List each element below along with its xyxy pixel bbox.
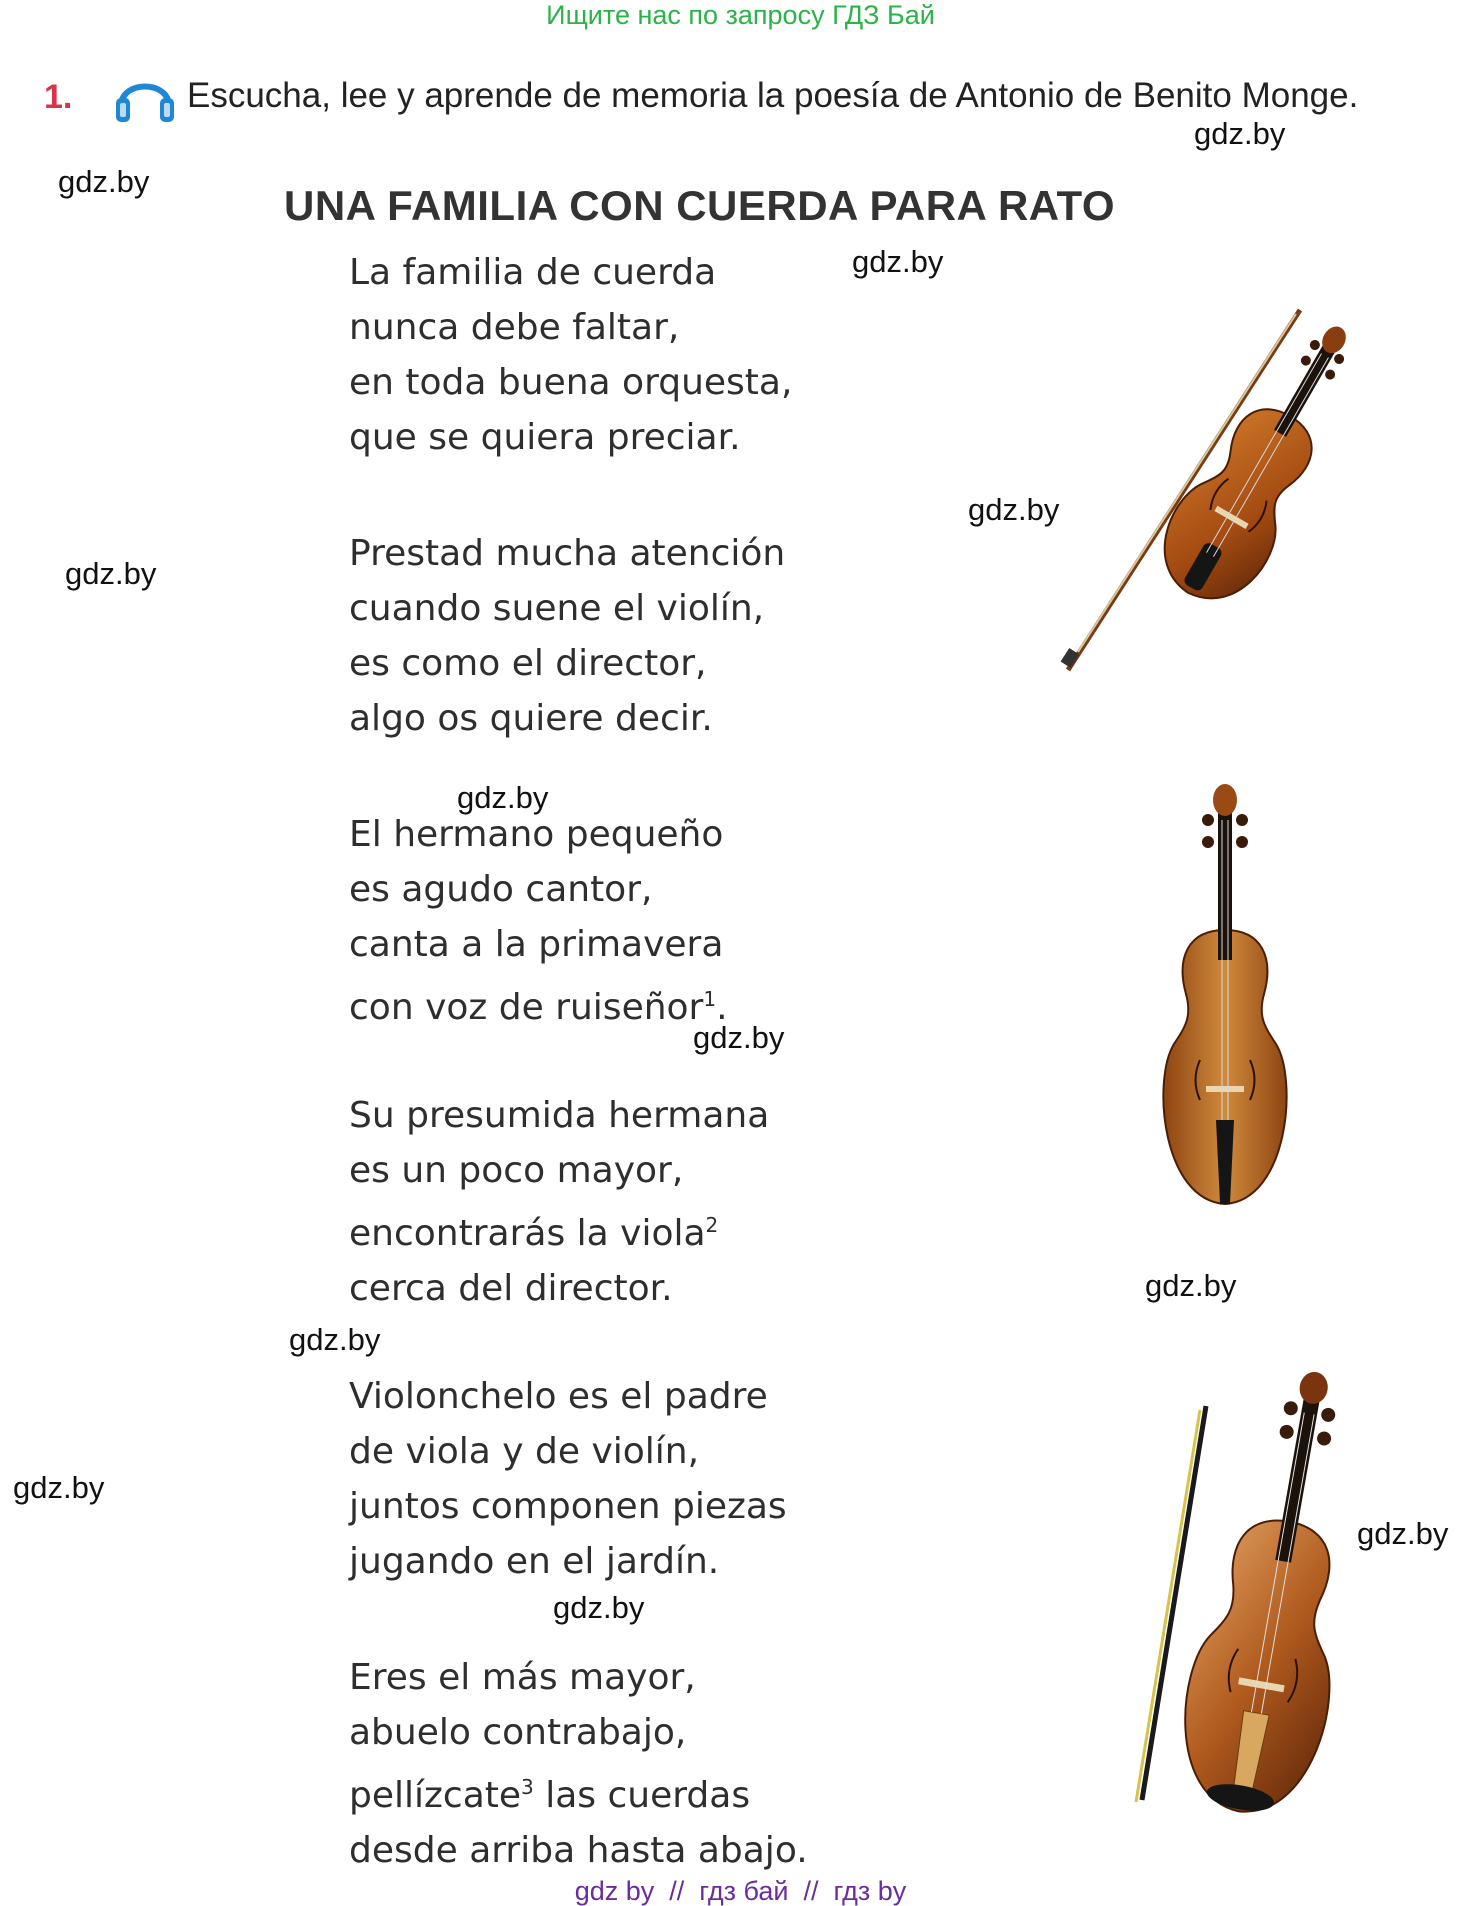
footnote-mark-3: 3	[521, 1775, 534, 1799]
stanza-5	[349, 1369, 787, 1589]
poem-line: Eres el más mayor,	[349, 1657, 696, 1698]
poem-line: cerca del director.	[349, 1268, 673, 1309]
bottom-links[interactable]: gdz by // гдз бай // гдз by	[574, 1876, 907, 1906]
watermark: gdz.by	[693, 1020, 785, 1055]
watermark: gdz.by	[289, 1322, 381, 1357]
top-banner[interactable]: Ищите нас по запросу ГДЗ Бай	[546, 0, 935, 30]
poem-line: abuelo contrabajo,	[349, 1712, 687, 1753]
poem-line: desde arriba hasta abajo.	[349, 1830, 808, 1871]
task-number: 1.	[44, 78, 73, 116]
poem-line: nunca debe faltar,	[349, 307, 680, 348]
poem-line: La familia de cuerda	[349, 252, 717, 293]
poem-line: Prestad mucha atención	[349, 533, 786, 574]
poem-line-text: encontrarás la viola	[349, 1213, 706, 1254]
watermark: gdz.by	[457, 780, 549, 815]
violin-with-bow-illustration	[1050, 300, 1380, 680]
poem-title: UNA FAMILIA CON CUERDA PARA RATO	[284, 182, 1116, 229]
stanza-1	[349, 245, 792, 465]
footnote-mark-1: 1	[703, 987, 717, 1011]
poem-line-text: con voz de ruiseñor	[349, 987, 704, 1028]
headphones-icon[interactable]	[113, 66, 177, 124]
poem-line	[349, 1198, 769, 1261]
poem-line: de viola y de violín,	[349, 1431, 700, 1472]
poem-line: juntos componen piezas	[349, 1486, 787, 1527]
poem-line: que se quiera preciar.	[349, 417, 741, 458]
watermark: gdz.by	[65, 556, 157, 591]
cello-with-bow-illustration	[1120, 1370, 1360, 1840]
poem-line: algo os quiere decir.	[349, 698, 713, 739]
watermark: gdz.by	[1194, 116, 1286, 151]
task-instruction: Escucha, lee y aprende de memoria la poesía de Antonio de Benito Monge.	[187, 76, 1359, 115]
poem-line-text: pellízcate	[349, 1775, 522, 1816]
poem-line	[349, 1760, 808, 1823]
poem-line: es un poco mayor,	[349, 1150, 684, 1191]
poem-line-period: .	[716, 987, 728, 1028]
poem-line: en toda buena orquesta,	[349, 362, 793, 403]
poem-line: Su presumida hermana	[349, 1095, 770, 1136]
watermark: gdz.by	[1145, 1268, 1237, 1303]
watermark: gdz.by	[58, 164, 150, 199]
watermark: gdz.by	[13, 1470, 105, 1505]
poem-line-text: las cuerdas	[545, 1775, 751, 1816]
watermark: gdz.by	[852, 244, 944, 279]
stanza-2	[349, 526, 785, 746]
poem-line: cuando suene el violín,	[349, 588, 765, 629]
stanza-6	[349, 1650, 808, 1878]
poem-line: canta a la primavera	[349, 924, 724, 965]
poem-line: El hermano pequeño	[349, 814, 724, 855]
poem-line	[349, 972, 728, 1035]
watermark: gdz.by	[968, 492, 1060, 527]
watermark: gdz.by	[553, 1590, 645, 1625]
poem-line: es como el director,	[349, 643, 707, 684]
viola-illustration	[1140, 780, 1310, 1220]
stanza-4	[349, 1088, 769, 1316]
stanza-3	[349, 807, 728, 1035]
watermark: gdz.by	[1357, 1516, 1449, 1551]
poem-line: jugando en el jardín.	[349, 1541, 720, 1582]
footnote-mark-2: 2	[705, 1213, 719, 1237]
poem-line: Violonchelo es el padre	[349, 1376, 768, 1417]
poem-line: es agudo cantor,	[349, 869, 653, 910]
